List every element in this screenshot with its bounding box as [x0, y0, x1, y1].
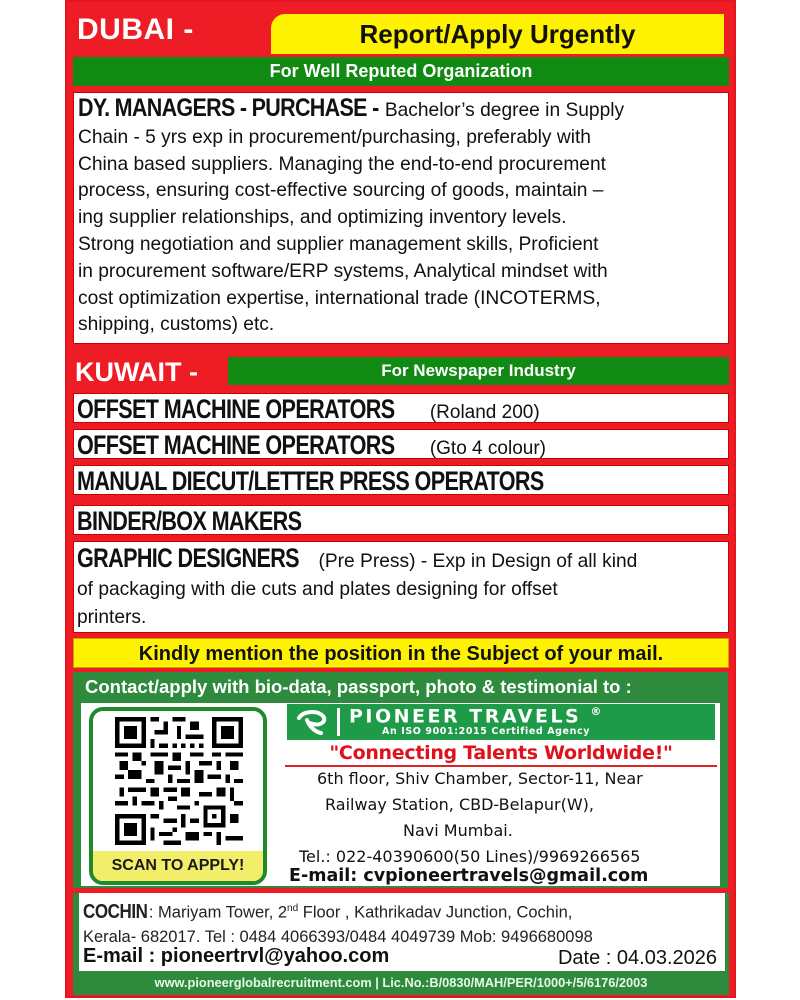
job-title: MANUAL DIECUT/LETTER PRESS OPERATORS	[77, 466, 544, 495]
pioneer-travels-logo	[287, 704, 715, 740]
job-row	[73, 393, 729, 423]
description-line: process, ensuring cost-effective sourcing of goods, maintain –	[78, 180, 604, 202]
contact-body	[81, 703, 720, 886]
description-line: ing supplier relationships, and optimizing inventory levels.	[78, 207, 567, 229]
kuwait-location-label: KUWAIT -	[75, 357, 198, 387]
qr-code-card[interactable]	[89, 707, 267, 885]
pioneer-logo-icon	[295, 708, 329, 736]
cochin-address-line: COCHIN: Mariyam Tower, 2nd Floor , Kathrikadav Junction, Cochin,	[83, 900, 573, 923]
cochin-label: COCHIN	[83, 900, 148, 923]
logo-divider	[337, 708, 340, 736]
contact-email[interactable]: E-mail: cvpioneertravels@gmail.com	[289, 866, 649, 886]
report-urgently-banner: Report/Apply Urgently	[271, 14, 724, 54]
company-tagline: "Connecting Talents Worldwide!"	[285, 741, 717, 767]
job-advertisement-poster	[65, 0, 736, 998]
advert-date: Date : 04.03.2026	[557, 947, 717, 969]
subject-instruction-note: Kindly mention the position in the Subject of your mail.	[73, 638, 729, 668]
dubai-subheading: For Well Reputed Organization	[73, 57, 729, 86]
description-line: cost optimization expertise, international trade (INCOTERMS,	[78, 287, 601, 309]
cochin-email[interactable]: E-mail : pioneertrvl@yahoo.com	[83, 945, 390, 967]
job-title: OFFSET MACHINE OPERATORS	[77, 430, 395, 459]
description-line: in procurement software/ERP systems, Analytical mindset with	[78, 260, 608, 282]
description-line: Bachelor’s degree in Supply	[384, 100, 625, 121]
dubai-job-description	[73, 92, 729, 344]
address-line: Railway Station, CBD-Belapur(W),	[325, 795, 594, 814]
cochin-phone-line: Kerala- 682017. Tel : 0484 4066393/0484 4049739 Mob: 9496680098	[83, 927, 593, 946]
job-title-graphic-designers: GRAPHIC DESIGNERS	[77, 543, 299, 573]
job-row	[73, 505, 729, 535]
job-title: BINDER/BOX MAKERS	[77, 506, 302, 535]
contact-panel	[73, 672, 728, 888]
description-line: of packaging with die cuts and plates designing for offset	[77, 579, 558, 600]
cochin-body	[79, 893, 725, 971]
scan-to-apply-label: SCAN TO APPLY!	[93, 851, 263, 881]
job-row	[73, 465, 729, 495]
description-line: Chain - 5 yrs exp in procurement/purchasing, preferably with	[78, 126, 591, 148]
description-line: shipping, customs) etc.	[78, 314, 275, 336]
address-line: 6th floor, Shiv Chamber, Sector-11, Near	[317, 769, 643, 788]
website-license-footer[interactable]: www.pioneerglobalrecruitment.com | Lic.No.:B/0830/MAH/PER/1000+/5/6176/2003	[154, 975, 648, 990]
iso-certification: An ISO 9001:2015 Certified Agency	[382, 726, 590, 737]
kuwait-subheading: For Newspaper Industry	[228, 357, 729, 385]
job-title-dy-managers-purchase: DY. MANAGERS - PURCHASE -	[78, 94, 379, 122]
job-detail: (Gto 4 colour)	[429, 438, 546, 459]
address-line: Navi Mumbai.	[403, 821, 513, 840]
registered-mark-icon: ®	[590, 705, 602, 718]
contact-heading: Contact/apply with bio-data, passport, photo & testimonial to :	[85, 676, 632, 697]
description-line: China based suppliers. Managing the end-to-end procurement	[78, 153, 606, 175]
company-name: PIONEER TRAVELS ®	[349, 705, 602, 728]
job-detail: (Pre Press)	[318, 551, 416, 572]
dubai-location-label: DUBAI -	[77, 13, 194, 46]
telephone-line: Tel.: 022-40390600(50 Lines)/9969266565	[299, 847, 641, 866]
job-detail: (Roland 200)	[429, 402, 540, 423]
qr-code-icon[interactable]	[115, 717, 243, 845]
cochin-office-panel	[73, 893, 729, 995]
graphic-designer-description	[73, 541, 729, 633]
description-line: - Exp in Design of all kind	[420, 551, 638, 572]
header	[67, 8, 734, 52]
job-title: OFFSET MACHINE OPERATORS	[77, 394, 395, 423]
job-row	[73, 429, 729, 459]
description-line: Strong negotiation and supplier management skills, Proficient	[78, 233, 599, 255]
description-line: printers.	[77, 607, 147, 628]
